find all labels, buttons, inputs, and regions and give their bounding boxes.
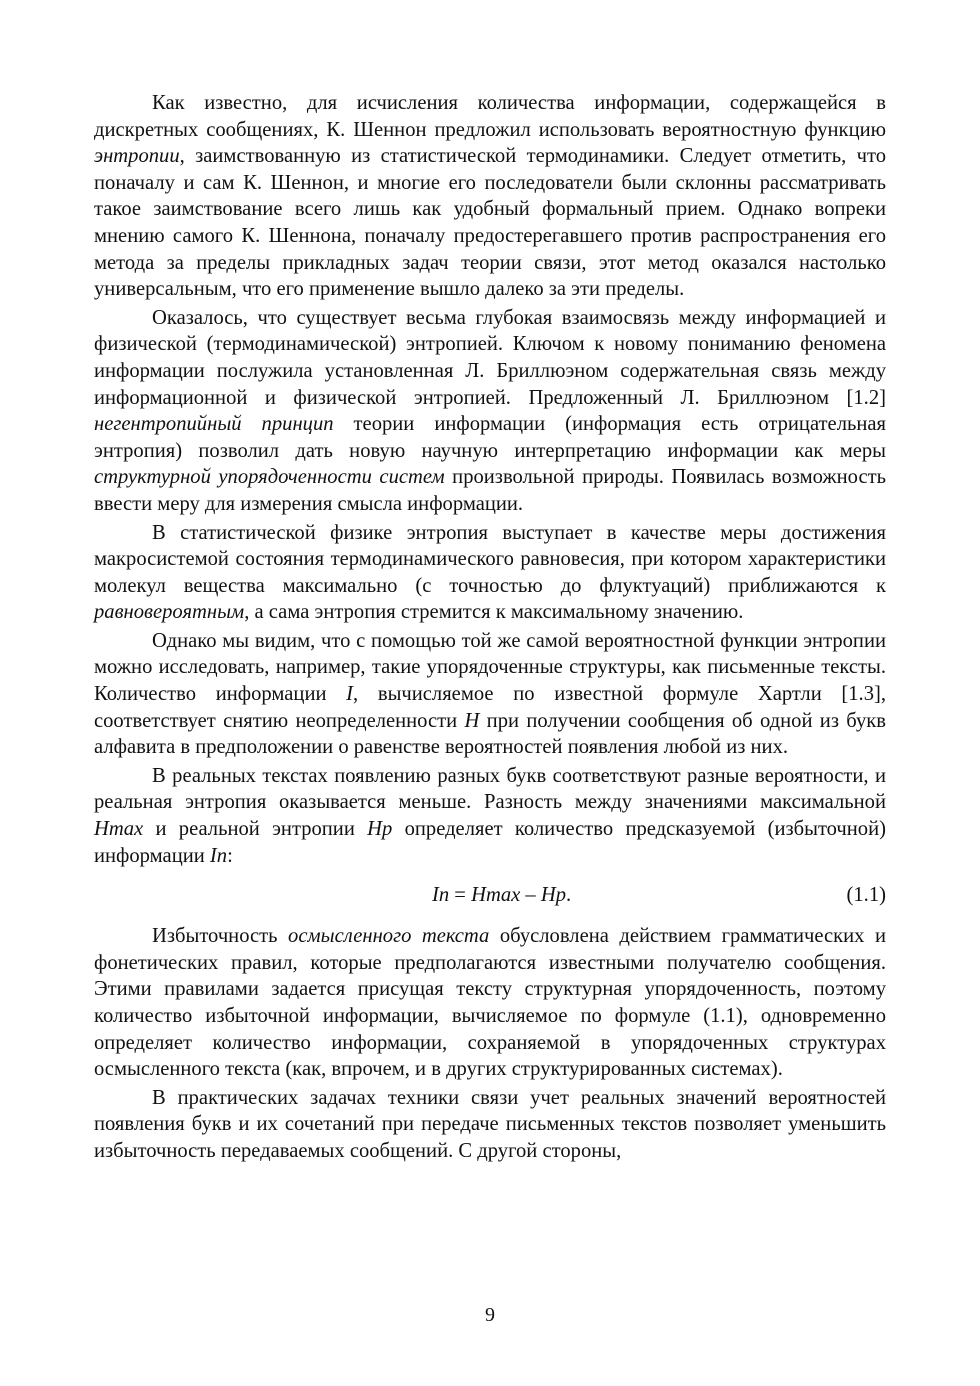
italic-term: In — [432, 884, 450, 907]
paragraph — [94, 763, 886, 869]
text-run: произвольной природы. Появилась возможность ввести меру для измерения смысла информации. — [94, 466, 886, 515]
paragraph — [94, 90, 886, 303]
text-run: , а сама энтропия стремится к максимальному значению. — [244, 601, 744, 624]
paragraph — [94, 520, 886, 626]
text-run: В реальных текстах появлению разных букв соответствуют разные вероятности, и реальная энтропия оказывается меньше. Разность между значениями максимальной — [94, 764, 886, 814]
italic-term: равновероятным — [94, 601, 245, 624]
text-run: Как известно, для исчисления количества информации, содержащейся в дискретных сообщениях, К. Шеннон предложил использовать вероятностную функцию — [94, 92, 886, 141]
text-run: при получении сообщения об одной из букв алфавита в предположении о равенстве вероятностей появления любой из них. — [94, 709, 887, 759]
text-run: В статистической физике энтропия выступает в качестве меры достижения макросистемой состояния термодинамического равновесия, при котором характеристики молекул вещества максимально (с точностью до флуктуаций) приближаются к — [94, 521, 886, 597]
text-run: , вычисляемое по известной формуле Хартли [1.3], соответствует снятию неопределенности — [94, 683, 886, 732]
italic-term: Hmax — [471, 884, 521, 907]
italic-term: негентропийный принцип — [94, 413, 334, 436]
italic-term: Hmax — [94, 818, 144, 841]
text-run: , заимствованную из статистической термодинамики. Следует отметить, что поначалу и сам К. Шеннон, и многие его последователи были склонны рассматривать такое заимствование всего лишь как удобный формальный прием. Однако вопреки мнению самого К. Шеннона, поначалу предостерегавшего против распространения его метода за пределы прикладных задач теории связи, этот метод оказался настолько универсальным, что его применение вышло далеко за эти пределы. — [94, 145, 886, 301]
page-number: 9 — [485, 1304, 495, 1326]
italic-term: структурной упорядоченности систем — [94, 466, 445, 489]
paragraphs-after — [94, 923, 886, 1164]
equation-formula — [432, 882, 571, 909]
equation-number: (1.1) — [846, 884, 886, 907]
paragraph — [94, 628, 886, 761]
page-body — [94, 90, 886, 1165]
text-run: и реальной энтропии — [143, 818, 368, 841]
italic-term: осмысленного текста — [288, 925, 490, 948]
equation-line — [94, 882, 886, 910]
italic-term: Hp — [540, 884, 567, 907]
italic-term: Hp — [367, 818, 393, 841]
text-run: определяет количество предсказуемой (избыточной) информации — [94, 818, 886, 867]
italic-term: In — [209, 844, 228, 867]
paragraph — [94, 1085, 886, 1165]
paragraph — [94, 923, 886, 1083]
paragraphs-before — [94, 90, 886, 869]
text-run: Однако мы видим, что с помощью той же самой вероятностной функции энтропии можно исследовать, например, такие упорядоченные структуры, как письменные тексты. Количество информации — [94, 629, 886, 706]
italic-term: H — [464, 709, 480, 732]
italic-term: энтропии — [94, 145, 180, 168]
text-run: = — [449, 884, 472, 907]
text-run: . — [566, 884, 572, 907]
text-run: – — [520, 884, 541, 907]
text-run: Оказалось, что существует весьма глубокая взаимосвязь между информацией и физической (термодинамической) энтропией. Ключом к новому пониманию феномена информации послужила установленная Л. Бриллюэном содержательная связь между информационной и физической энтропией. Предложенный Л. Бриллюэном [1.2] — [94, 306, 886, 409]
text-run: В практических задачах техники связи учет реальных значений вероятностей появления букв и их сочетаний при передаче письменных текстов позволяет уменьшить избыточность передаваемых сообщений. С другой стороны, — [94, 1086, 886, 1162]
paragraph — [94, 305, 886, 518]
text-run: Избыточность — [152, 925, 289, 948]
text-run: теории информации (информация есть отрицательная энтропия) позволил дать новую научную интерпретацию информации как меры — [94, 413, 886, 462]
text-run: обусловлена действием грамматических и фонетических правил, которые предполагаются известными получателю сообщения. Этими правилами задается присущая тексту структурная упорядоченность, поэтому количество избыточной информации, вычисляемое по формуле (1.1), одновременно определяет количество информации, сохраняемой в упорядоченных структурах осмысленного текста (как, впрочем, и в других структурированных системах). — [94, 925, 887, 1081]
italic-term: I — [346, 683, 354, 706]
text-run: : — [227, 844, 233, 867]
